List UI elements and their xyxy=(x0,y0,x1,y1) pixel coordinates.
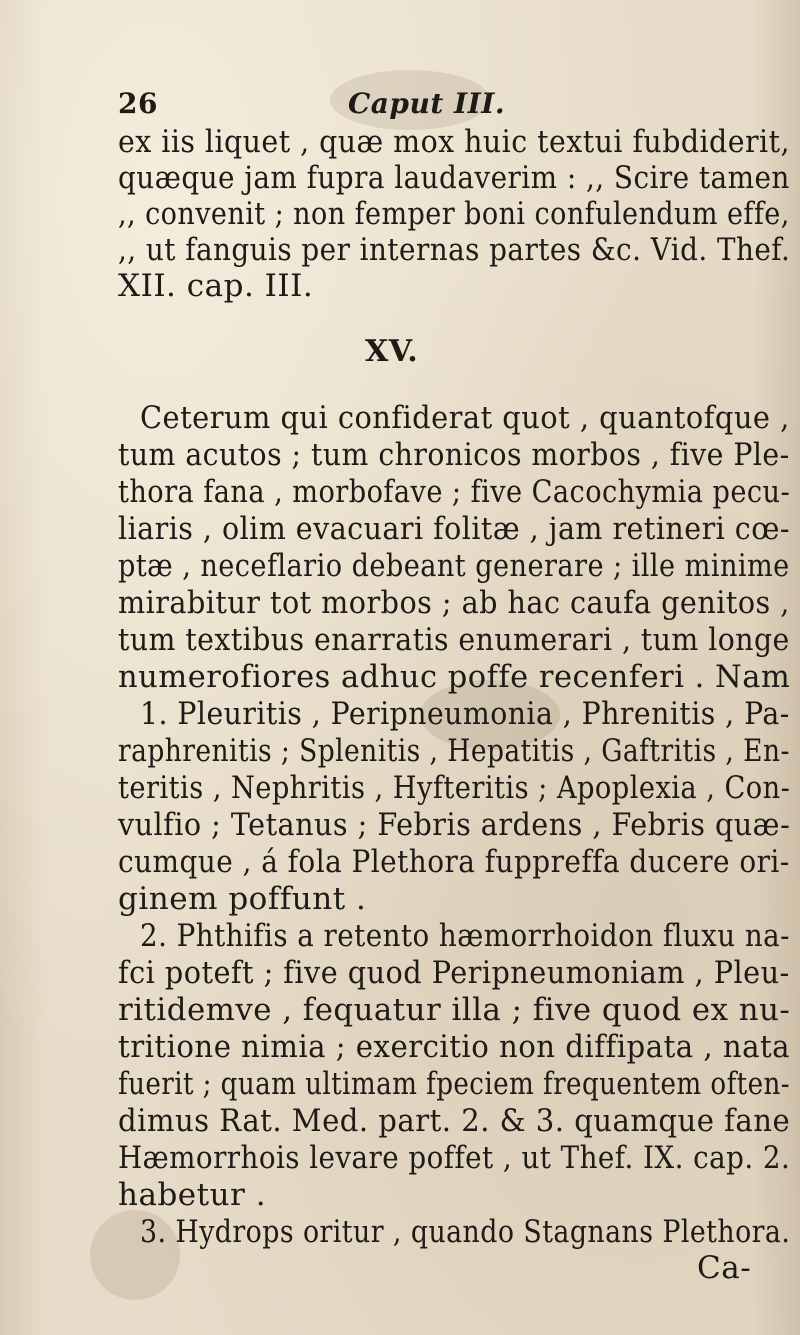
text-line: quæque jam fupra laudaverim : ,, Scire tamen xyxy=(118,160,790,196)
text-line: vulfio ; Tetanus ; Febris ardens , Febris quæ- xyxy=(118,807,791,843)
page-number: 26 xyxy=(118,87,158,120)
text-line: liaris , olim evacuari folitæ , jam retineri cœ- xyxy=(118,511,790,547)
text-line: XII. cap. III. xyxy=(118,268,314,304)
text-line: 2. Phthifis a retento hæmorrhoidon fluxu na- xyxy=(140,918,790,954)
running-head: Caput III. xyxy=(348,87,506,120)
catchword: Ca- xyxy=(697,1250,752,1286)
text-line: tum textibus enarratis enumerari , tum longe xyxy=(118,622,790,658)
text-line: ex iis liquet , quæ mox huic textui fubdiderit, xyxy=(118,124,790,160)
text-line: ,, ut fanguis per internas partes &c. Vid. Thef. xyxy=(118,232,791,268)
text-line: 1. Pleuritis , Peripneumonia , Phrenitis , Pa- xyxy=(140,696,790,732)
text-line: habetur . xyxy=(118,1177,267,1213)
text-line: teritis , Nephritis , Hyfteritis ; Apoplexia , Con- xyxy=(118,770,791,806)
text-line: fci poteft ; five quod Peripneumoniam , Pleu- xyxy=(118,955,790,991)
page-header xyxy=(118,87,718,127)
text-line: 3. Hydrops oritur , quando Stagnans Plethora. xyxy=(140,1214,791,1250)
section-heading: XV. xyxy=(365,334,419,369)
text-line: tum acutos ; tum chronicos morbos , five Ple- xyxy=(118,437,790,473)
text-line: ritidemve , fequatur illa ; five quod ex nu- xyxy=(118,992,791,1028)
text-line: numerofiores adhuc poffe recenferi . Nam xyxy=(118,659,791,695)
text-line: Hæmorrhois levare poffet , ut Thef. IX. cap. 2. xyxy=(118,1140,791,1176)
text-line: ginem poffunt . xyxy=(118,881,367,917)
text-line: tritione nimia ; exercitio non diffipata , nata xyxy=(118,1029,791,1065)
text-line: ,, convenit ; non femper boni confulendum effe, xyxy=(118,196,790,232)
text-line: cumque , á fola Plethora fuppreffa ducere ori- xyxy=(118,844,790,880)
text-line: ptæ , neceflario debeant generare ; ille minime xyxy=(118,548,790,584)
text-line: raphrenitis ; Splenitis , Hepatitis , Gaftritis , En- xyxy=(118,733,790,769)
text-line: fuerit ; quam ultimam fpeciem frequentem often- xyxy=(118,1066,791,1102)
text-line: Ceterum qui confiderat quot , quantofque , xyxy=(140,400,790,436)
text-line: thora fana , morbofave ; five Cacochymia pecu- xyxy=(118,474,791,510)
text-line: dimus Rat. Med. part. 2. & 3. quamque fane xyxy=(118,1103,791,1139)
text-line: mirabitur tot morbos ; ab hac caufa genitos , xyxy=(118,585,790,621)
